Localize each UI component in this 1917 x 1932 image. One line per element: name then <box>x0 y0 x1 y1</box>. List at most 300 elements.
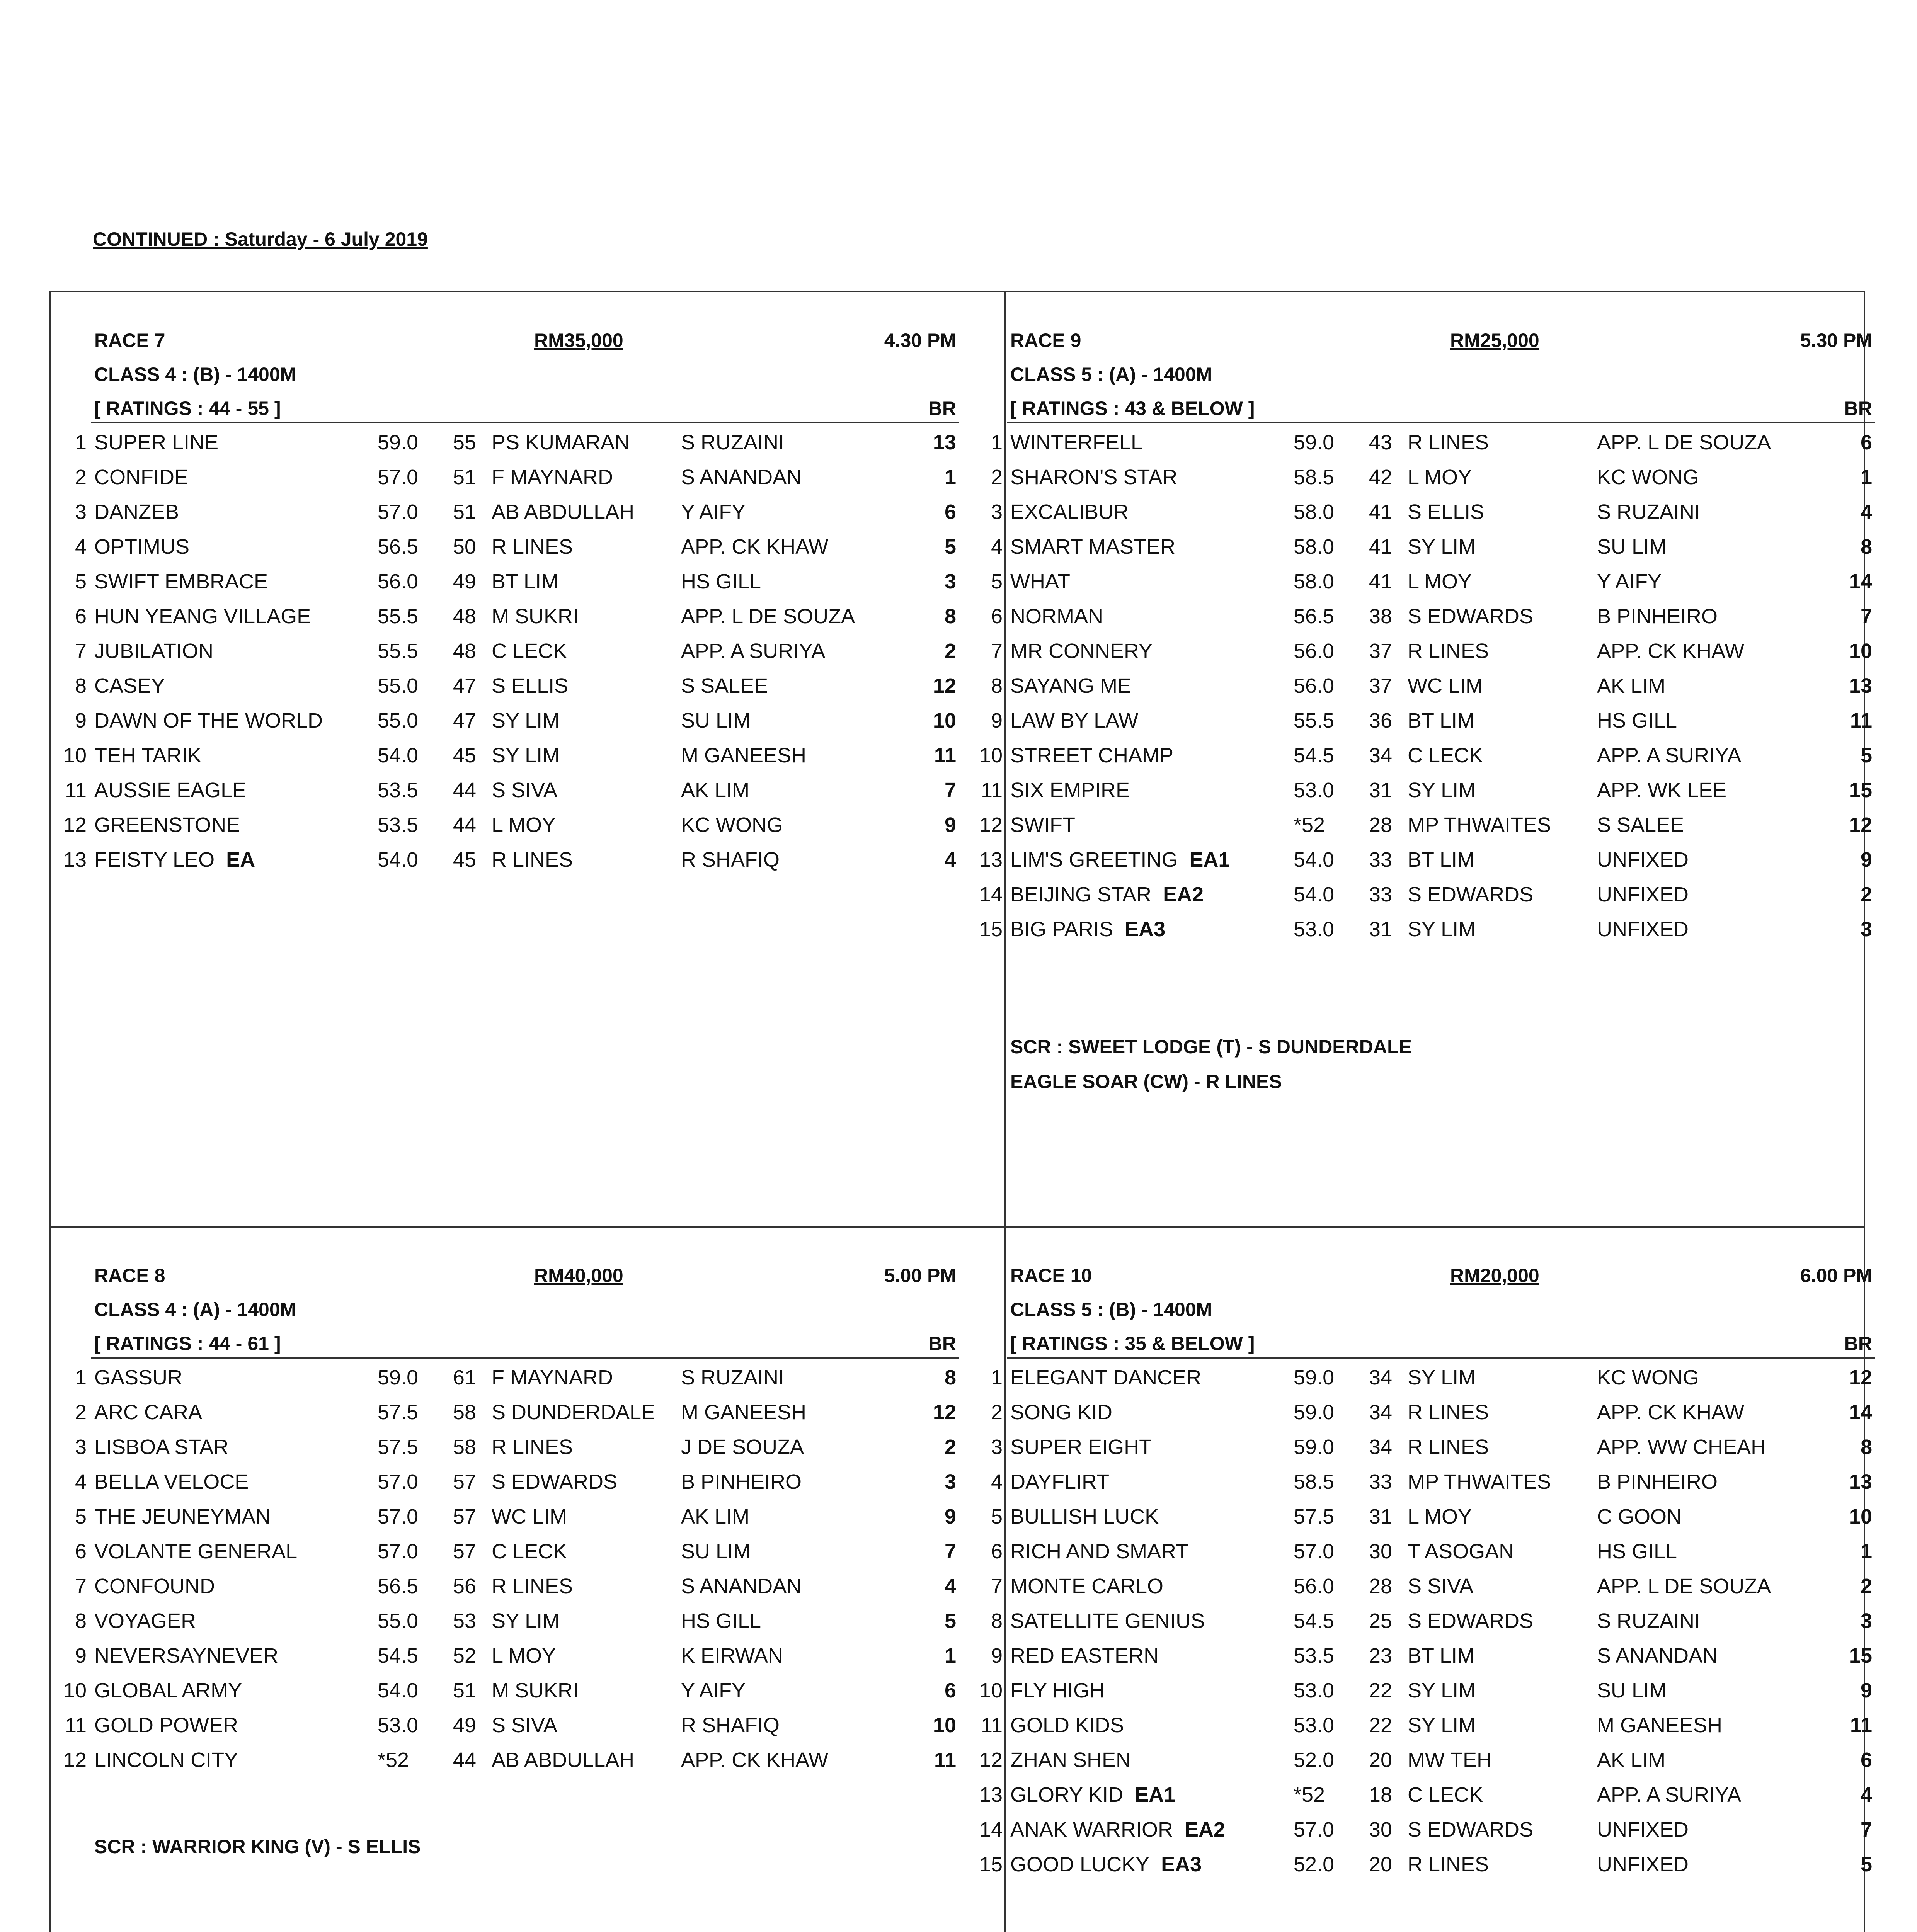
barrier: 15 <box>1849 1644 1872 1667</box>
runner-row <box>51 1470 959 1505</box>
handicap-weight: 53.0 <box>1294 918 1335 941</box>
horse-name-text: FEISTY LEO <box>94 848 215 871</box>
rating: 47 <box>453 674 476 697</box>
scratching-line: EAGLE SOAR (CW) - R LINES <box>1010 1071 1282 1092</box>
horizontal-divider <box>51 1226 1864 1228</box>
barrier: 4 <box>944 1575 956 1598</box>
horse-name <box>1010 639 1153 663</box>
jockey: AB ABDULLAH <box>492 1748 635 1772</box>
runner-row <box>51 535 959 570</box>
runner-number: 9 <box>75 709 87 732</box>
rating: 33 <box>1369 883 1392 906</box>
jockey: MP THWAITES <box>1408 813 1551 837</box>
handicap-weight: 55.0 <box>378 674 419 697</box>
runner-row <box>51 778 959 813</box>
race-ratings: [ RATINGS : 43 & BELOW ] <box>1010 398 1255 419</box>
barrier: 5 <box>944 1609 956 1633</box>
rating: 28 <box>1369 813 1392 837</box>
barrier: 8 <box>944 605 956 628</box>
horse-name-text: STREET CHAMP <box>1010 744 1174 767</box>
runner-number: 5 <box>991 570 1003 593</box>
horse-name <box>1010 883 1204 906</box>
emergency-acceptor-tag: EA1 <box>1189 848 1230 871</box>
trainer: SU LIM <box>1597 535 1667 558</box>
runner-number: 5 <box>75 570 87 593</box>
race-purse: RM25,000 <box>1450 330 1539 351</box>
runner-row <box>967 639 1875 674</box>
runner-row <box>967 465 1875 500</box>
runner-number: 7 <box>75 1575 87 1598</box>
runner-row <box>967 778 1875 813</box>
horse-name <box>94 1505 271 1529</box>
horse-name-text: NORMAN <box>1010 605 1103 628</box>
barrier: 3 <box>944 570 956 593</box>
handicap-weight: 53.5 <box>378 779 419 802</box>
runner-row <box>51 1713 959 1748</box>
horse-name-text: BIG PARIS <box>1010 918 1113 941</box>
rating: 55 <box>453 431 476 454</box>
race-time: 6.00 PM <box>1800 1265 1872 1286</box>
runner-row <box>51 500 959 535</box>
horse-name-text: VOLANTE GENERAL <box>94 1540 298 1563</box>
rating: 50 <box>453 535 476 558</box>
runner-row <box>51 1574 959 1609</box>
horse-name-text: BULLISH LUCK <box>1010 1505 1159 1528</box>
rating: 58 <box>453 1401 476 1424</box>
trainer: C GOON <box>1597 1505 1682 1528</box>
trainer: KC WONG <box>1597 1366 1699 1389</box>
emergency-acceptor-tag: EA <box>226 848 255 871</box>
jockey: R LINES <box>1408 639 1489 663</box>
trainer: S RUZAINI <box>1597 1609 1701 1633</box>
handicap-weight: 56.0 <box>1294 639 1335 663</box>
race-number: RACE 10 <box>1010 1265 1092 1286</box>
barrier: 1 <box>1860 1540 1872 1563</box>
barrier: 2 <box>1860 1575 1872 1598</box>
runner-number: 8 <box>991 674 1003 697</box>
trainer: APP. L DE SOUZA <box>681 605 855 628</box>
barrier: 7 <box>1860 1818 1872 1841</box>
runner-row <box>967 1713 1875 1748</box>
trainer: KC WONG <box>1597 466 1699 489</box>
jockey: PS KUMARAN <box>492 431 630 454</box>
rating: 51 <box>453 500 476 524</box>
horse-name <box>94 1574 215 1598</box>
barrier: 11 <box>934 744 956 767</box>
rating: 22 <box>1369 1679 1392 1702</box>
horse-name-text: BEIJING STAR <box>1010 883 1152 906</box>
rating: 44 <box>453 779 476 802</box>
race-purse: RM20,000 <box>1450 1265 1539 1286</box>
handicap-weight: 54.0 <box>1294 848 1335 871</box>
barrier: 6 <box>944 1679 956 1702</box>
horse-name-text: LIM'S GREETING <box>1010 848 1178 871</box>
rating: 30 <box>1369 1818 1392 1841</box>
race-class: CLASS 5 : (B) - 1400M <box>1010 1299 1212 1320</box>
horse-name-text: SUPER LINE <box>94 431 219 454</box>
rating: 43 <box>1369 431 1392 454</box>
runner-number: 10 <box>63 744 87 767</box>
handicap-weight: 58.0 <box>1294 535 1335 558</box>
horse-name-text: NEVERSAYNEVER <box>94 1644 279 1667</box>
handicap-weight: 58.5 <box>1294 1470 1335 1493</box>
horse-name <box>1010 1713 1124 1737</box>
trainer: APP. WK LEE <box>1597 779 1727 802</box>
handicap-weight: 57.0 <box>378 500 419 524</box>
rating: 31 <box>1369 779 1392 802</box>
jockey: M SUKRI <box>492 1679 579 1702</box>
runner-row <box>967 430 1875 465</box>
rating: 34 <box>1369 744 1392 767</box>
rating: 53 <box>453 1609 476 1633</box>
runner-number: 6 <box>75 1540 87 1563</box>
horse-name <box>1010 1505 1159 1529</box>
handicap-weight: 54.5 <box>1294 1609 1335 1633</box>
jockey: WC LIM <box>492 1505 567 1528</box>
runner-number: 7 <box>991 1575 1003 1598</box>
runner-row <box>967 1435 1875 1470</box>
barrier: 2 <box>944 1435 956 1459</box>
runner-number: 4 <box>991 535 1003 558</box>
race-number: RACE 9 <box>1010 330 1081 351</box>
horse-name <box>1010 1609 1205 1633</box>
barrier: 13 <box>1849 674 1872 697</box>
jockey: F MAYNARD <box>492 1366 613 1389</box>
jockey: S EDWARDS <box>1408 605 1534 628</box>
handicap-weight: 58.0 <box>1294 570 1335 593</box>
horse-name <box>94 1644 278 1668</box>
horse-name-text: RICH AND SMART <box>1010 1540 1189 1563</box>
jockey: MP THWAITES <box>1408 1470 1551 1493</box>
trainer: APP. L DE SOUZA <box>1597 1575 1771 1598</box>
rating: 22 <box>1369 1714 1392 1737</box>
horse-name <box>94 1679 242 1702</box>
runner-number: 13 <box>979 848 1003 871</box>
trainer: HS GILL <box>1597 1540 1677 1563</box>
runner-row <box>967 1852 1875 1887</box>
handicap-weight: *52 <box>1294 813 1325 837</box>
horse-name-text: FLY HIGH <box>1010 1679 1105 1702</box>
runner-row <box>967 743 1875 778</box>
barrier: 2 <box>1860 883 1872 906</box>
barrier: 12 <box>933 674 956 697</box>
handicap-weight: 58.0 <box>1294 500 1335 524</box>
barrier: 13 <box>933 431 956 454</box>
emergency-acceptor-tag: EA2 <box>1163 883 1204 906</box>
rating: 44 <box>453 1748 476 1772</box>
trainer: APP. A SURIYA <box>681 639 826 663</box>
runner-number: 12 <box>979 1748 1003 1772</box>
horse-name-text: CONFOUND <box>94 1575 215 1598</box>
horse-name <box>1010 674 1131 698</box>
horse-name-text: MR CONNERY <box>1010 639 1153 663</box>
barrier: 7 <box>944 1540 956 1563</box>
horse-name <box>1010 500 1129 524</box>
rating: 38 <box>1369 605 1392 628</box>
rating: 61 <box>453 1366 476 1389</box>
trainer: SU LIM <box>681 709 751 732</box>
jockey: SY LIM <box>492 744 560 767</box>
jockey: R LINES <box>1408 1401 1489 1424</box>
trainer: Y AIFY <box>681 500 746 524</box>
barrier: 9 <box>944 813 956 837</box>
barrier: 10 <box>933 1714 956 1737</box>
trainer: APP. CK KHAW <box>1597 1401 1745 1424</box>
barrier: 10 <box>933 709 956 732</box>
barrier: 5 <box>1860 744 1872 767</box>
jockey: F MAYNARD <box>492 466 613 489</box>
rating: 41 <box>1369 570 1392 593</box>
jockey: SY LIM <box>1408 1714 1476 1737</box>
horse-name-text: LISBOA STAR <box>94 1435 229 1459</box>
barrier: 1 <box>944 1644 956 1667</box>
horse-name <box>1010 1400 1112 1424</box>
horse-name-text: LAW BY LAW <box>1010 709 1139 732</box>
jockey: AB ABDULLAH <box>492 500 635 524</box>
rating: 20 <box>1369 1853 1392 1876</box>
jockey: S SIVA <box>1408 1575 1474 1598</box>
handicap-weight: 53.0 <box>1294 1714 1335 1737</box>
handicap-weight: *52 <box>1294 1783 1325 1806</box>
handicap-weight: 57.5 <box>378 1435 419 1459</box>
horse-name-text: DANZEB <box>94 500 179 524</box>
runner-number: 5 <box>991 1505 1003 1528</box>
handicap-weight: 56.0 <box>1294 1575 1335 1598</box>
runner-number: 10 <box>979 744 1003 767</box>
horse-name-text: OPTIMUS <box>94 535 190 558</box>
rating: 57 <box>453 1505 476 1528</box>
jockey: S EDWARDS <box>1408 883 1534 906</box>
horse-name <box>1010 1852 1202 1876</box>
trainer: AK LIM <box>1597 674 1666 697</box>
barrier: 9 <box>944 1505 956 1528</box>
runner-row <box>967 570 1875 604</box>
barrier: 9 <box>1860 848 1872 871</box>
horse-name <box>1010 1574 1163 1598</box>
jockey: S EDWARDS <box>492 1470 618 1493</box>
race-number: RACE 7 <box>94 330 165 351</box>
runner-number: 12 <box>63 813 87 837</box>
runner-number: 7 <box>75 639 87 663</box>
horse-name-text: RED EASTERN <box>1010 1644 1159 1667</box>
handicap-weight: 55.5 <box>378 605 419 628</box>
jockey: C LECK <box>1408 744 1483 767</box>
rating: 23 <box>1369 1644 1392 1667</box>
rating: 44 <box>453 813 476 837</box>
handicap-weight: *52 <box>378 1748 409 1772</box>
race-9-panel <box>967 329 1875 1218</box>
race-number: RACE 8 <box>94 1265 165 1286</box>
trainer: APP. CK KHAW <box>681 1748 829 1772</box>
horse-name-text: SIX EMPIRE <box>1010 779 1130 802</box>
horse-name <box>94 674 165 698</box>
handicap-weight: 54.0 <box>1294 883 1335 906</box>
barrier: 5 <box>1860 1853 1872 1876</box>
runner-row <box>51 570 959 604</box>
handicap-weight: 52.0 <box>1294 1853 1335 1876</box>
barrier: 11 <box>1850 709 1872 732</box>
horse-name-text: SWIFT EMBRACE <box>94 570 268 593</box>
handicap-weight: 56.0 <box>378 570 419 593</box>
horse-name-text: ELEGANT DANCER <box>1010 1366 1202 1389</box>
race-card-grid <box>49 291 1872 1932</box>
handicap-weight: 54.5 <box>1294 744 1335 767</box>
horse-name-text: DAWN OF THE WORLD <box>94 709 323 732</box>
runner-number: 14 <box>979 883 1003 906</box>
horse-name <box>94 1400 202 1424</box>
jockey: C LECK <box>492 639 567 663</box>
rating: 51 <box>453 466 476 489</box>
horse-name <box>94 1470 249 1494</box>
barrier: 10 <box>1849 639 1872 663</box>
runner-row <box>51 1679 959 1713</box>
handicap-weight: 57.0 <box>1294 1818 1335 1841</box>
barrier: 12 <box>933 1401 956 1424</box>
runner-number: 6 <box>991 605 1003 628</box>
horse-name-text: AUSSIE EAGLE <box>94 779 247 802</box>
runner-number: 2 <box>991 1401 1003 1424</box>
jockey: R LINES <box>1408 431 1489 454</box>
jockey: BT LIM <box>492 570 559 593</box>
runner-number: 4 <box>75 535 87 558</box>
barrier: 6 <box>944 500 956 524</box>
runner-row <box>51 1400 959 1435</box>
rating: 48 <box>453 605 476 628</box>
horse-name <box>94 1366 182 1389</box>
horse-name-text: GOLD POWER <box>94 1714 238 1737</box>
trainer: M GANEESH <box>681 1401 807 1424</box>
trainer: B PINHEIRO <box>1597 605 1718 628</box>
horse-name <box>1010 604 1103 628</box>
runner-number: 2 <box>75 466 87 489</box>
barrier: 12 <box>1849 1366 1872 1389</box>
trainer: K EIRWAN <box>681 1644 783 1667</box>
horse-name <box>1010 848 1230 872</box>
horse-name-text: GREENSTONE <box>94 813 240 837</box>
barrier: 14 <box>1849 1401 1872 1424</box>
barrier: 6 <box>1860 431 1872 454</box>
horse-name <box>1010 1435 1152 1459</box>
runner-row <box>967 1505 1875 1539</box>
handicap-weight: 54.5 <box>378 1644 419 1667</box>
runner-list <box>51 1366 959 1783</box>
runner-number: 1 <box>75 431 87 454</box>
race-7-panel <box>51 329 959 1218</box>
runner-number: 10 <box>63 1679 87 1702</box>
horse-name-text: SAYANG ME <box>1010 674 1132 697</box>
runner-number: 6 <box>75 605 87 628</box>
horse-name <box>1010 1748 1131 1772</box>
runner-row <box>51 1609 959 1644</box>
horse-name-text: SMART MASTER <box>1010 535 1176 558</box>
barrier: 12 <box>1849 813 1872 837</box>
runner-row <box>967 500 1875 535</box>
race-ratings: [ RATINGS : 44 - 61 ] <box>94 1333 281 1354</box>
runner-list <box>967 1366 1875 1887</box>
jockey: SY LIM <box>1408 1679 1476 1702</box>
handicap-weight: 59.0 <box>378 1366 419 1389</box>
horse-name-text: WHAT <box>1010 570 1070 593</box>
runner-row <box>967 1679 1875 1713</box>
barrier: 8 <box>1860 1435 1872 1459</box>
trainer: B PINHEIRO <box>681 1470 802 1493</box>
rating: 48 <box>453 639 476 663</box>
runner-number: 4 <box>75 1470 87 1493</box>
barrier: 8 <box>1860 535 1872 558</box>
runner-row <box>51 1539 959 1574</box>
jockey: T ASOGAN <box>1408 1540 1514 1563</box>
handicap-weight: 54.0 <box>378 848 419 871</box>
runner-number: 4 <box>991 1470 1003 1493</box>
handicap-weight: 56.5 <box>378 535 419 558</box>
barrier: 2 <box>944 639 956 663</box>
runner-row <box>967 1574 1875 1609</box>
runner-number: 11 <box>981 1714 1003 1737</box>
race-class: CLASS 4 : (B) - 1400M <box>94 364 296 385</box>
horse-name-text: CASEY <box>94 674 165 697</box>
race-time: 5.30 PM <box>1800 330 1872 351</box>
runner-number: 3 <box>991 500 1003 524</box>
runner-row <box>51 1505 959 1539</box>
barrier: 7 <box>1860 605 1872 628</box>
horse-name <box>1010 917 1165 941</box>
handicap-weight: 56.5 <box>1294 605 1335 628</box>
horse-name-text: GOOD LUCKY <box>1010 1853 1150 1876</box>
handicap-weight: 53.0 <box>1294 779 1335 802</box>
rating: 31 <box>1369 918 1392 941</box>
horse-name-text: CONFIDE <box>94 466 188 489</box>
runner-row <box>51 1748 959 1783</box>
horse-name-text: ANAK WARRIOR <box>1010 1818 1173 1841</box>
barrier: 11 <box>934 1748 956 1772</box>
trainer: S SALEE <box>681 674 768 697</box>
horse-name <box>1010 1644 1159 1668</box>
jockey: S EDWARDS <box>1408 1818 1534 1841</box>
rating: 42 <box>1369 466 1392 489</box>
continued-heading: CONTINUED : Saturday - 6 July 2019 <box>93 228 428 250</box>
barrier: 10 <box>1849 1505 1872 1528</box>
rating: 57 <box>453 1540 476 1563</box>
race-class: CLASS 4 : (A) - 1400M <box>94 1299 296 1320</box>
horse-name <box>1010 465 1177 489</box>
trainer: APP. A SURIYA <box>1597 744 1742 767</box>
rating: 47 <box>453 709 476 732</box>
emergency-acceptor-tag: EA3 <box>1161 1853 1202 1876</box>
handicap-weight: 56.0 <box>1294 674 1335 697</box>
runner-number: 3 <box>75 1435 87 1459</box>
horse-name <box>1010 1783 1175 1807</box>
handicap-weight: 55.0 <box>378 1609 419 1633</box>
barrier: 14 <box>1849 570 1872 593</box>
trainer: AK LIM <box>681 779 750 802</box>
jockey: BT LIM <box>1408 709 1475 732</box>
jockey: SY LIM <box>1408 1366 1476 1389</box>
barrier: 3 <box>944 1470 956 1493</box>
jockey: C LECK <box>492 1540 567 1563</box>
runner-row <box>967 1783 1875 1818</box>
horse-name <box>94 639 213 663</box>
handicap-weight: 54.0 <box>378 1679 419 1702</box>
horse-name-text: TEH TARIK <box>94 744 202 767</box>
trainer: J DE SOUZA <box>681 1435 804 1459</box>
barrier: 5 <box>944 535 956 558</box>
horse-name-text: GASSUR <box>94 1366 183 1389</box>
horse-name <box>94 430 218 454</box>
runner-number: 2 <box>991 466 1003 489</box>
horse-name-text: ZHAN SHEN <box>1010 1748 1131 1772</box>
horse-name-text: THE JEUNEYMAN <box>94 1505 271 1528</box>
handicap-weight: 54.0 <box>378 744 419 767</box>
